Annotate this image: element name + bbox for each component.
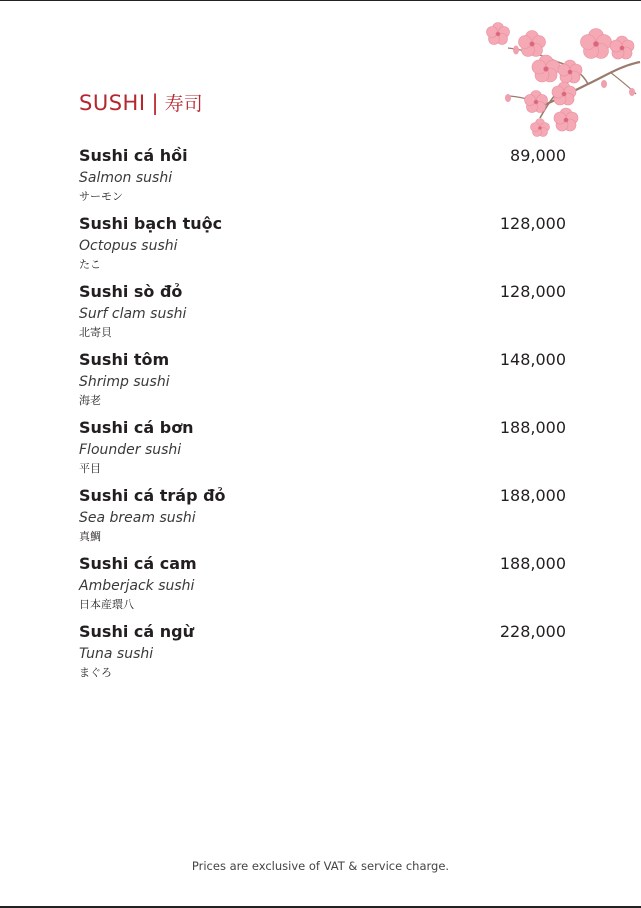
item-price: 89,000 [510,146,566,165]
menu-item [79,621,566,689]
item-english-name: Shrimp sushi [79,374,170,390]
item-japanese-name: 真鯛 [79,530,101,543]
item-price: 128,000 [499,214,566,233]
item-japanese-name: サーモン [79,190,123,203]
item-name: Sushi cá tráp đỏ [79,486,226,505]
item-name: Sushi bạch tuộc [79,214,223,233]
menu-item [79,281,566,349]
item-price: 188,000 [499,486,566,505]
item-price: 128,000 [499,282,566,301]
item-name: Sushi tôm [79,350,170,369]
section-title-jp: 寿司 [164,93,203,115]
page-top-border [0,0,641,1]
menu-item [79,553,566,621]
item-name: Sushi cá ngừ [79,622,194,641]
item-japanese-name: 海老 [79,394,101,407]
section-title-en: SUSHI [79,91,146,115]
item-english-name: Salmon sushi [79,170,173,186]
item-price: 148,000 [499,350,566,369]
title-separator: | [151,91,159,115]
item-english-name: Octopus sushi [79,238,178,254]
item-japanese-name: 平目 [79,462,101,475]
menu-item [79,213,566,281]
menu-item [79,485,566,553]
item-name: Sushi cá hồi [79,146,188,165]
menu-item [79,349,566,417]
item-english-name: Flounder sushi [79,442,182,458]
price-footnote: Prices are exclusive of VAT & service charge. [191,859,450,873]
menu-item [79,417,566,485]
item-english-name: Tuna sushi [79,646,154,662]
item-name: Sushi cá cam [79,554,197,573]
item-price: 188,000 [499,418,566,437]
item-japanese-name: 日本産環八 [79,598,134,611]
menu-list [79,145,566,689]
cherry-blossom-decoration [470,14,641,144]
section-title [79,90,203,117]
item-name: Sushi cá bơn [79,418,194,437]
item-english-name: Sea bream sushi [79,510,196,526]
item-english-name: Surf clam sushi [79,306,187,322]
item-japanese-name: 北寄貝 [79,326,112,339]
item-japanese-name: たこ [79,258,101,271]
item-price: 188,000 [499,554,566,573]
menu-item [79,145,566,213]
item-english-name: Amberjack sushi [79,578,195,594]
item-price: 228,000 [499,622,566,641]
item-name: Sushi sò đỏ [79,282,183,301]
item-japanese-name: まぐろ [79,666,112,679]
